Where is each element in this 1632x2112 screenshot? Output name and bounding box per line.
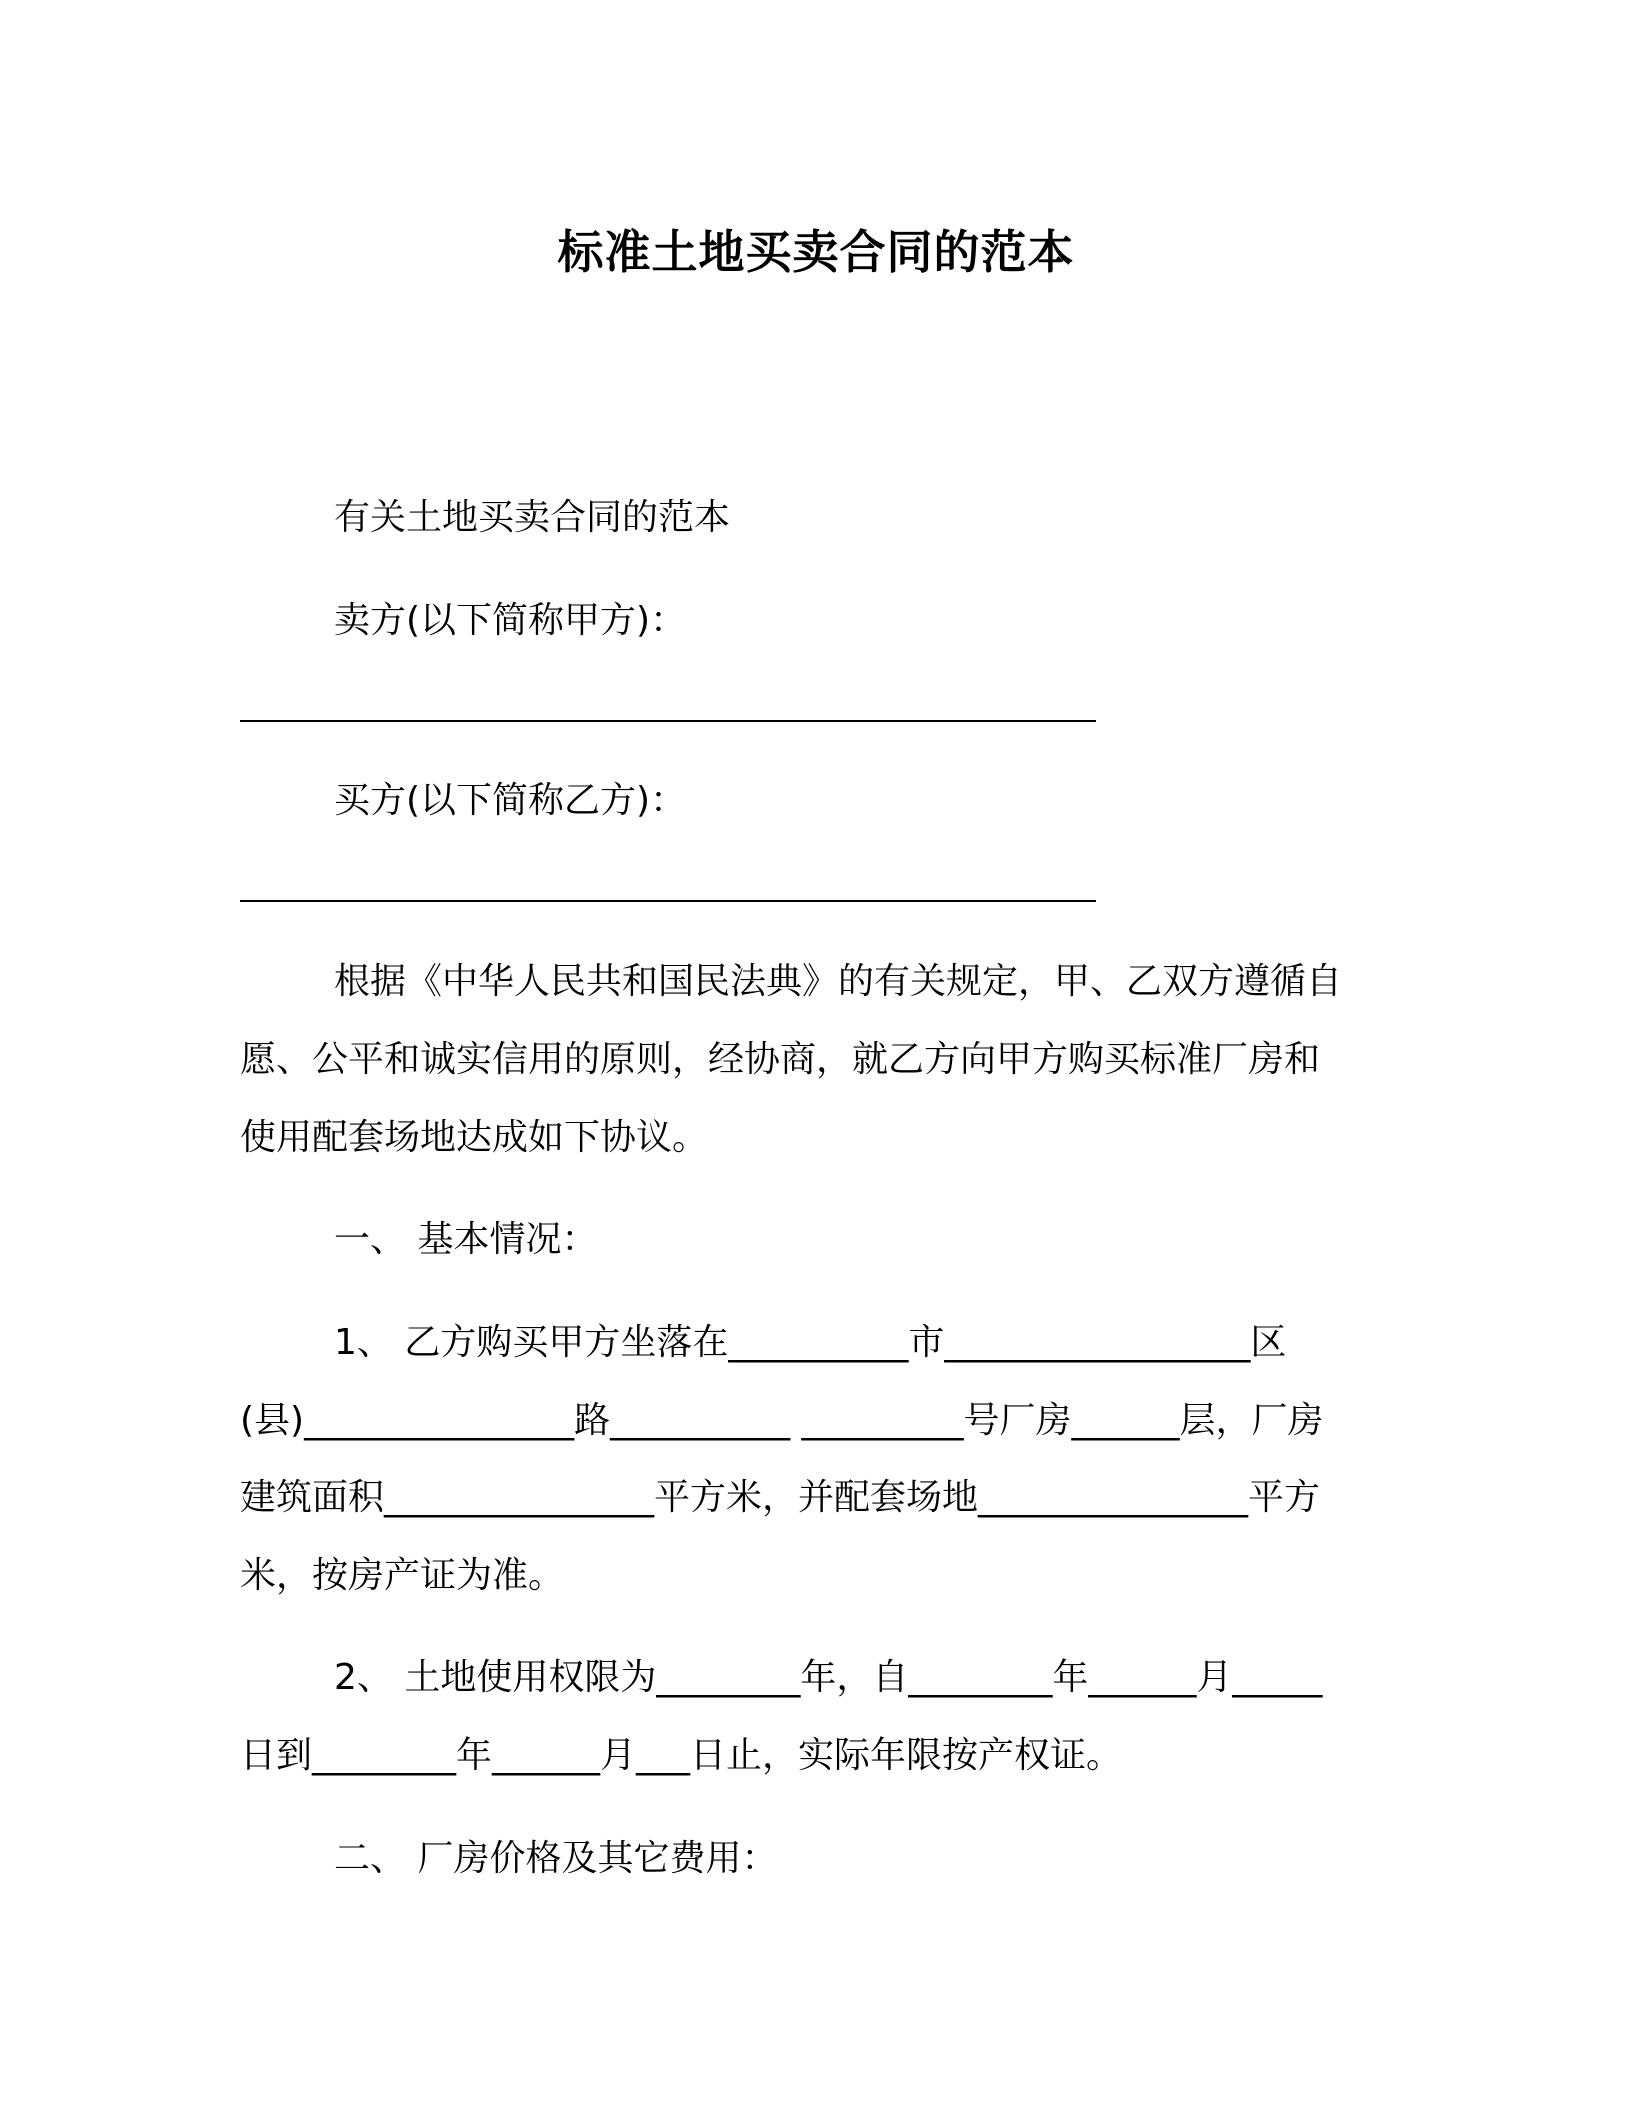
item1-line-3: 建筑面积_______________平方米，并配套场地_______________平方 xyxy=(240,1477,1321,1518)
subtitle: 有关土地买卖合同的范本 xyxy=(334,497,731,538)
item2-line-1: 2、 土地使用权限为________年，自________年______月_____ xyxy=(334,1657,1323,1698)
buyer-label: 买方(以下简称乙方)： xyxy=(334,780,687,821)
item1-line-4: 米，按房产证为准。 xyxy=(240,1555,565,1596)
seller-blank-line xyxy=(240,720,1096,722)
intro-line-2: 愿、公平和诚实信用的原则，经协商，就乙方向甲方购买标准厂房和 xyxy=(240,1039,1321,1080)
section1-heading: 一、 基本情况： xyxy=(334,1219,598,1260)
intro-line-3: 使用配套场地达成如下协议。 xyxy=(240,1117,709,1158)
item2-line-2: 日到________年______月___日止，实际年限按产权证。 xyxy=(240,1735,1123,1776)
item1-line-1: 1、 乙方购买甲方坐落在__________市_________________区 xyxy=(334,1322,1287,1363)
section2-heading: 二、 厂房价格及其它费用： xyxy=(334,1838,778,1879)
seller-label: 卖方(以下简称甲方)： xyxy=(334,600,687,641)
intro-line-1: 根据《中华人民共和国民法典》的有关规定，甲、乙双方遵循自 xyxy=(334,961,1343,1002)
item1-line-2: (县)_______________路__________ _________号厂房______层，厂房 xyxy=(240,1400,1324,1441)
buyer-blank-line xyxy=(240,900,1096,902)
document-title: 标准土地买卖合同的范本 xyxy=(557,225,1075,279)
